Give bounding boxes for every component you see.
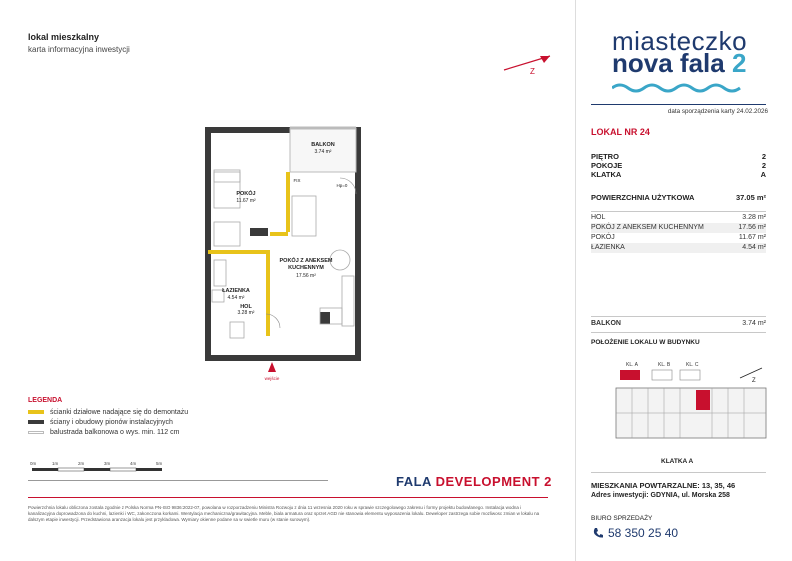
area-lazienka: 4.54 m² <box>227 295 245 301</box>
building-location-plan <box>612 358 772 458</box>
legend-swatch-yellow <box>28 410 44 414</box>
legend-text: balustrada balkonowa o wys. min. 112 cm <box>50 429 180 436</box>
divider <box>591 211 766 212</box>
area-pokoj: 11.67 m² <box>236 198 256 204</box>
area-aneks: 17.56 m² <box>296 273 316 279</box>
location-title: POŁOŻENIE LOKALU W BUDYNKU <box>591 339 700 346</box>
area-value: 3.28 m² <box>742 214 766 221</box>
area-row <box>591 234 766 241</box>
pokoje-row <box>591 161 766 170</box>
divider <box>28 497 548 498</box>
svg-text:Z: Z <box>752 378 756 384</box>
installation-shaft <box>250 228 268 236</box>
lokal-number: LOKAL NR 24 <box>591 127 650 137</box>
wave-logo-icon <box>612 82 742 94</box>
scale-label: 1m <box>52 461 59 466</box>
klatka-caption: KLATKA A <box>661 458 694 465</box>
scale-label: 3m <box>104 461 111 466</box>
disclaimer-text: Powierzchnia lokalu obliczona zostala zgodnie z Polska Norma PN-ISO 9836:2022-07, powolana w rozporzadzeniu Ministra Rozwoju z dnia 11 wrzesnia 2020 roku w sprawie szczegolowego zakresu i formy projektu budowlanego. Instalacja wodna i kanalizacyjna doprowadzona do kuchni, lazienki i WC, zakonczona korkami. Wentylacja mechaniczna/grawitacyjna. Meble, biala armatura oraz sprzet AGD nie stanowia elementu wyposazenia lokalu. Deweloper zastrzega sobie mozliwosc zmian w lokalu na dalszym etapie inwestycji. Przedstawiona aranzacja lokalu jest przykladowa. Wymiary okienne podane sa w swietle muru (w stanie surowym). <box>28 505 540 522</box>
klatka-label: KLATKA <box>591 170 622 179</box>
powierzchnia-value: 37.05 m² <box>735 193 766 202</box>
entry-label: wejście <box>264 376 280 381</box>
area-name: HOL <box>591 214 606 221</box>
north-arrow-icon <box>500 50 556 78</box>
pietro-value: 2 <box>761 152 766 161</box>
installation-shaft <box>320 312 330 324</box>
legend-text: ściany i obudowy pionów instalacyjnych <box>50 419 173 426</box>
document-subtitle: karta informacyjna inwestycji <box>28 45 130 54</box>
balkon-value: 3.74 m² <box>742 320 766 327</box>
partition-wall <box>286 172 290 232</box>
svg-text:Z: Z <box>530 67 535 76</box>
phone-icon <box>592 527 604 539</box>
area-row <box>591 214 766 221</box>
unit-location-marker <box>696 390 710 410</box>
powierzchnia-label: POWIERZCHNIA UŻYTKOWA <box>591 193 695 202</box>
area-value: 11.67 m² <box>738 234 766 241</box>
investment-address: Adres inwestycji: GDYNIA, ul. Morska 258 <box>591 492 730 499</box>
partition-wall <box>266 296 270 336</box>
area-name: ŁAZIENKA <box>591 244 625 251</box>
entry-arrow-icon <box>268 362 276 372</box>
pokoje-value: 2 <box>761 161 766 170</box>
legend-swatch-dark <box>28 420 44 424</box>
divider <box>591 104 766 105</box>
legend-swatch-light <box>28 431 44 434</box>
klatka-b-label: KL. B <box>658 362 671 368</box>
label-aneks-2: KUCHENNYM <box>288 265 324 271</box>
sales-office-label: BIURO SPRZEDAŻY <box>591 515 653 522</box>
balkon-row <box>591 320 766 327</box>
label-hp: Hp=0 <box>336 183 348 188</box>
scale-label: 0m <box>30 461 37 466</box>
partition-wall <box>266 250 270 300</box>
klatka-a-label: KL. A <box>626 362 638 368</box>
brand-name-line1: miasteczko <box>612 26 748 56</box>
repeat-units: MIESZKANIA POWTARZALNE: 13, 35, 46 <box>591 481 736 490</box>
brand-line2-number: 2 <box>731 48 747 78</box>
area-row <box>591 244 766 251</box>
scale-label: 5m <box>156 461 163 466</box>
card-date: data sporządzenia karty 24.02.2026 <box>667 108 768 115</box>
label-fix: FIX <box>293 178 301 183</box>
document-title: lokal mieszkalny <box>28 32 100 42</box>
area-name: POKÓJ <box>591 234 615 241</box>
label-lazienka: ŁAZIENKA <box>222 288 250 294</box>
area-row <box>591 224 766 231</box>
developer-name-1: FALA <box>396 474 436 489</box>
brand-name-line2 <box>612 48 746 79</box>
area-value: 17.56 m² <box>738 224 766 231</box>
label-aneks: POKÓJ Z ANEKSEM <box>279 258 333 264</box>
pokoje-label: POKOJE <box>591 161 623 170</box>
area-name: POKÓJ Z ANEKSEM KUCHENNYM <box>591 224 704 231</box>
pietro-row <box>591 152 766 161</box>
divider <box>591 332 766 333</box>
klatka-row <box>591 170 766 179</box>
developer-logo <box>396 474 552 489</box>
floor-plan <box>190 100 400 390</box>
area-hol: 3.28 m² <box>237 310 255 316</box>
legend-item <box>28 429 179 436</box>
divider <box>591 316 766 317</box>
label-hol: HOL <box>240 304 252 310</box>
balkon-label: BALKON <box>591 320 621 327</box>
brand-line2-text: nova fala <box>612 48 725 78</box>
scale-label: 4m <box>130 461 137 466</box>
klatka-value: A <box>760 170 766 179</box>
powierzchnia-row <box>591 193 766 202</box>
scale-label: 2m <box>78 461 85 466</box>
partition-wall <box>270 232 288 236</box>
phone-number[interactable]: 58 350 25 40 <box>608 526 679 540</box>
highlight-segment <box>620 370 640 380</box>
divider <box>28 480 328 481</box>
partition-wall <box>208 250 268 254</box>
legend-title: LEGENDA <box>28 397 63 404</box>
developer-name-2: DEVELOPMENT 2 <box>435 474 552 489</box>
legend-text: ścianki działowe nadające się do demontażu <box>50 409 189 416</box>
klatka-c-label: KL. C <box>686 362 699 368</box>
pietro-label: PIĘTRO <box>591 152 619 161</box>
area-balkon: 3.74 m² <box>314 149 332 155</box>
label-balkon: BALKON <box>311 142 335 148</box>
label-pokoj: POKÓJ <box>236 191 256 197</box>
scale-bar <box>28 460 178 476</box>
area-value: 4.54 m² <box>742 244 766 251</box>
divider <box>591 472 766 473</box>
legend-item <box>28 409 188 416</box>
legend-item <box>28 419 173 426</box>
